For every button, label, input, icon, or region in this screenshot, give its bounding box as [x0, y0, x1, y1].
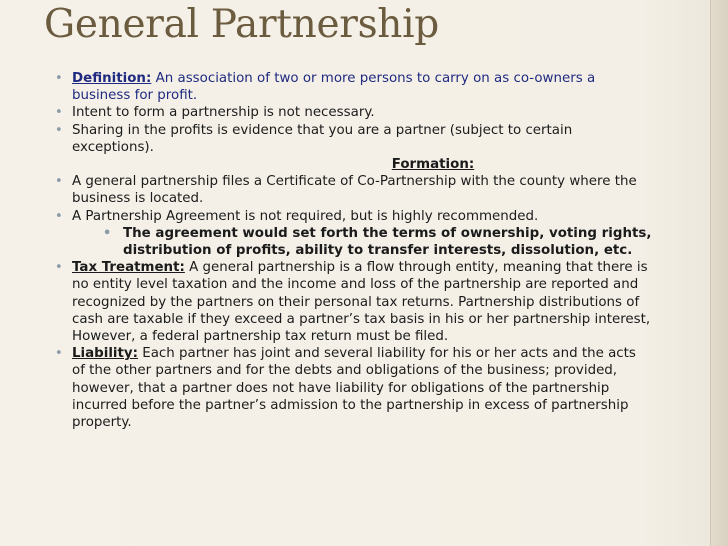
- tax-treatment-term: Tax Treatment:: [72, 260, 185, 276]
- list-item-liability: [53, 345, 653, 431]
- list-item-intent: [53, 104, 653, 121]
- sharing-profits-text: Sharing in the profits is evidence that you are a partner (subject to certain exceptions).: [72, 122, 573, 155]
- bullet-dot-icon: •: [55, 71, 63, 86]
- sub-item-agreement-terms: [53, 225, 653, 259]
- slide-content: [53, 70, 653, 431]
- liability-term: Liability:: [72, 346, 138, 362]
- slide-right-border: [710, 0, 728, 546]
- list-item-agreement: [53, 208, 653, 225]
- bullet-dot-icon: •: [55, 122, 63, 138]
- list-item-definition: [53, 70, 653, 104]
- definition-term: Definition:: [72, 71, 152, 86]
- certificate-text: A general partnership files a Certificate of Co-Partnership with the county where the business is located.: [72, 174, 637, 207]
- tax-treatment-text: A general partnership is a flow through entity, meaning that there is no entity level taxation and the income and loss of the partnership are reported and recognized by the partners on their personal tax returns. Partnership distributions of cash are taxable if they exceed a partner’s tax basis in his or her partnership interest, However, a federal partnership tax return must be filed.: [72, 260, 651, 345]
- bullet-dot-icon: •: [55, 208, 63, 224]
- intent-text: Intent to form a partnership is not necessary.: [72, 105, 375, 121]
- agreement-terms-text: The agreement would set forth the terms of ownership, voting rights, distribution of profits, ability to transfer interests, dissolution, etc.: [123, 225, 652, 259]
- liability-text: Each partner has joint and several liability for his or her acts and the acts of the other partners and for the debts and obligations of the business; provided, however, that a partner does not have liability for obligations of the partnership incurred before the partner’s admission to the partnership in excess of partnership property.: [72, 346, 636, 431]
- bullet-dot-icon: •: [55, 346, 63, 362]
- slide-title: General Partnership: [44, 2, 439, 47]
- list-item-certificate: [53, 173, 653, 207]
- list-item-tax-treatment: [53, 259, 653, 345]
- agreement-text: A Partnership Agreement is not required, but is highly recommended.: [72, 208, 539, 224]
- bullet-dot-icon: •: [55, 260, 63, 276]
- bullet-dot-icon: •: [103, 225, 112, 241]
- definition-text: An association of two or more persons to carry on as co-owners a business for profit.: [72, 71, 596, 104]
- bullet-dot-icon: •: [55, 105, 63, 121]
- bullet-dot-icon: •: [55, 174, 63, 190]
- list-item-sharing-profits: [53, 122, 653, 156]
- formation-heading: Formation:: [391, 157, 475, 173]
